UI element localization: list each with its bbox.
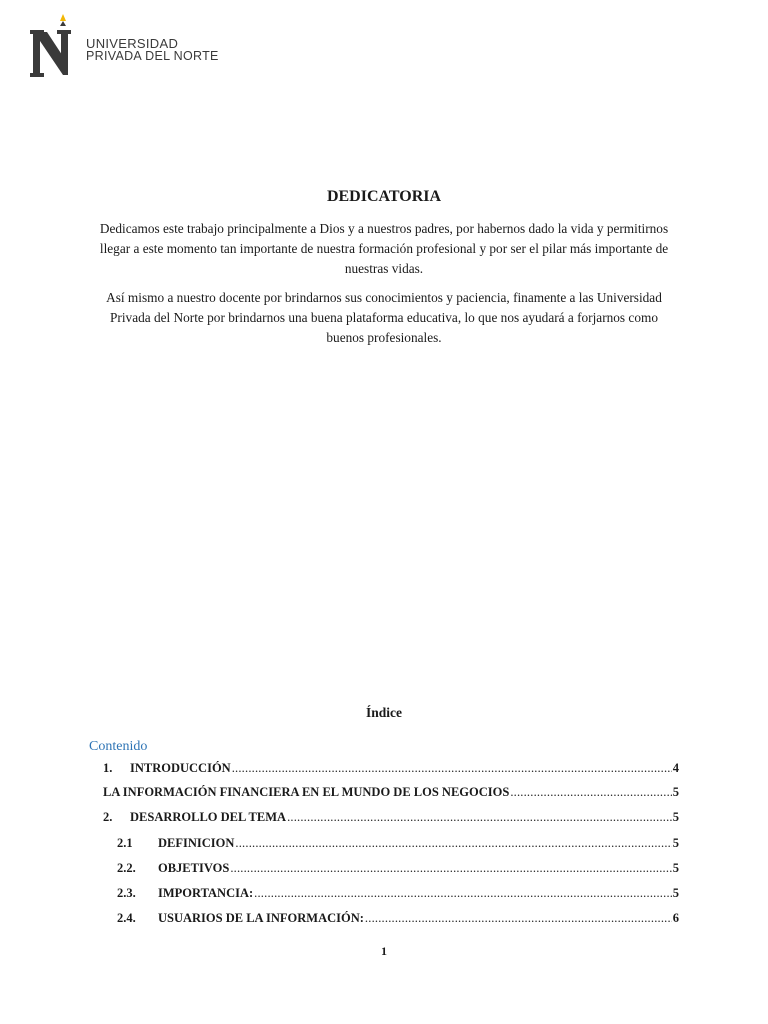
toc-entry-page: 5 bbox=[672, 886, 679, 900]
toc-leader-dots bbox=[510, 783, 671, 801]
toc-entry-importancia[interactable] bbox=[117, 884, 679, 902]
toc-entry-page: 5 bbox=[672, 785, 679, 799]
logo-line-1: UNIVERSIDAD bbox=[86, 36, 179, 51]
dedicatoria-title: DEDICATORIA bbox=[326, 188, 442, 205]
page-number: 1 bbox=[381, 944, 387, 958]
toc-entry-number: 1. bbox=[103, 761, 113, 775]
toc-entry-title: DEFINICION bbox=[158, 836, 235, 850]
toc-leader-dots bbox=[365, 909, 672, 927]
toc-entry-usuarios[interactable] bbox=[117, 909, 679, 927]
toc-entry-number: 2. bbox=[103, 810, 113, 824]
toc-entry-page: 5 bbox=[672, 861, 679, 875]
toc-entry-number: 2.1 bbox=[117, 836, 133, 850]
toc-entry-number: 2.4. bbox=[117, 911, 136, 925]
toc-leader-dots bbox=[287, 808, 672, 826]
toc-entry-title: INTRODUCCIÓN bbox=[130, 761, 231, 775]
toc-entry-title: OBJETIVOS bbox=[158, 861, 230, 875]
toc-entry-objetivos[interactable] bbox=[117, 859, 679, 877]
toc-entry-page: 5 bbox=[672, 836, 679, 850]
toc-entry-informacion-financiera[interactable] bbox=[103, 783, 679, 801]
upn-logo-icon bbox=[30, 12, 78, 78]
toc-entry-page: 5 bbox=[672, 810, 679, 824]
toc-entry-page: 6 bbox=[672, 911, 679, 925]
toc-leader-dots bbox=[235, 834, 671, 852]
university-logo bbox=[30, 12, 219, 78]
dedicatoria-paragraph-2: Así mismo a nuestro docente por brindarnos sus conocimientos y paciencia, finamente a las Universidad Privada del Norte por brindarnos una buena plataforma educativa, lo que nos ayudará a forjarnos como buenos profesionales. bbox=[106, 290, 662, 345]
toc-leader-dots bbox=[232, 759, 672, 777]
toc-entry-page: 4 bbox=[672, 761, 679, 775]
toc-entry-number: 2.2. bbox=[117, 861, 136, 875]
toc-entry-title: IMPORTANCIA: bbox=[158, 886, 254, 900]
toc-entry-title: DESARROLLO DEL TEMA bbox=[130, 810, 287, 824]
logo-line-2: PRIVADA DEL NORTE bbox=[86, 49, 219, 63]
dedicatoria-paragraph-1: Dedicamos este trabajo principalmente a Dios y a nuestros padres, por habernos dado la vida y permitirnos llegar a este momento tan importante de nuestra formación profesional y por ser el pilar más importante de nuestras vidas. bbox=[99, 221, 669, 276]
toc-entry-number: 2.3. bbox=[117, 886, 136, 900]
toc-entry-definicion[interactable] bbox=[117, 834, 679, 852]
logo-wordmark bbox=[86, 37, 219, 63]
indice-title: Índice bbox=[365, 705, 402, 720]
toc-leader-dots bbox=[230, 859, 671, 877]
toc-entry-introduccion[interactable] bbox=[103, 759, 679, 777]
toc-entry-title: USUARIOS DE LA INFORMACIÓN: bbox=[158, 911, 364, 925]
toc-leader-dots bbox=[254, 884, 672, 902]
contenido-label: Contenido bbox=[89, 739, 148, 754]
toc-entry-title: LA INFORMACIÓN FINANCIERA EN EL MUNDO DE LOS NEGOCIOS bbox=[103, 785, 510, 799]
toc-entry-desarrollo[interactable] bbox=[103, 808, 679, 826]
